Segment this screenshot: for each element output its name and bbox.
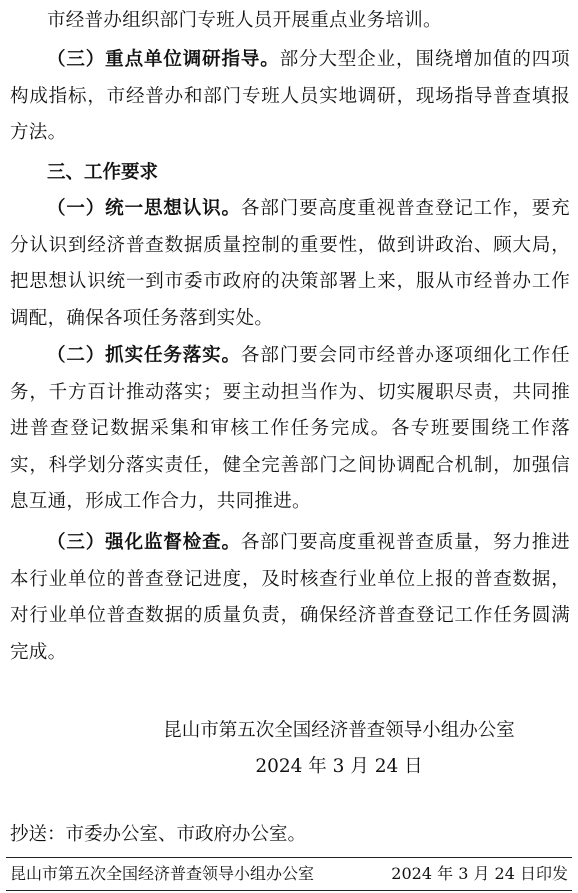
subsection-title: （三）强化监督检查。 <box>47 532 241 553</box>
signature-organization: 昆山市第五次全国经济普查领导小组办公室 <box>163 720 515 741</box>
paragraph-text: 各部门要高度重视普查质量，努力推进本行业单位的普查登记进度，及时核查行业单位上报的普查数据，对行业单位普查数据的质量负责，确保经济普查登记工作任务圆满完成。 <box>10 532 570 663</box>
footer-bottom-rule <box>6 890 572 891</box>
section-heading: 三、工作要求 <box>47 162 159 183</box>
paragraph-supervision <box>10 525 570 671</box>
paragraph-unify-thinking <box>10 191 570 337</box>
paragraph-text: 市经普办组织部门专班人员开展重点业务培训。 <box>47 10 442 31</box>
paragraph-text: 各部门要会同市经普办逐项细化工作任务，千方百计推动落实；要主动担当作为、切实履职尽责，共同推进普查登记数据采集和审核工作任务完成。各专班要围绕工作落实，科学划分落实责任，健全完善部门之间协调配合机制，加强信息互通，形成工作合力，共同推进。 <box>10 345 570 512</box>
cc-line: 抄送：市委办公室、市政府办公室。 <box>10 824 307 845</box>
footer-issuer: 昆山市第五次全国经济普查领导小组办公室 <box>10 864 315 883</box>
paragraph-training <box>10 3 570 40</box>
signature-date: 2024 年 3 月 24 日 <box>255 756 423 777</box>
subsection-title: （一）统一思想认识。 <box>47 198 241 219</box>
paragraph-key-unit-guidance <box>10 42 570 152</box>
paragraph-text: 部分大型企业，围绕增加值的四项构成指标，市经普办和部门专班人员实地调研，现场指导普查填报方法。 <box>10 49 570 143</box>
paragraph-text: 各部门要高度重视普查登记工作，要充分认识到经济普查数据质量控制的重要性，做到讲政治、顾大局，把思想认识统一到市委市政府的决策部署上来，服从市经普办工作调配，确保各项任务落到实处。 <box>10 198 570 329</box>
subsection-title: （三）重点单位调研指导。 <box>47 49 280 70</box>
footer-issue-date: 2024 年 3 月 24 日印发 <box>391 864 568 883</box>
subsection-title: （二）抓实任务落实。 <box>47 345 241 366</box>
paragraph-task-implementation <box>10 338 570 521</box>
issuance-footer <box>10 858 568 890</box>
